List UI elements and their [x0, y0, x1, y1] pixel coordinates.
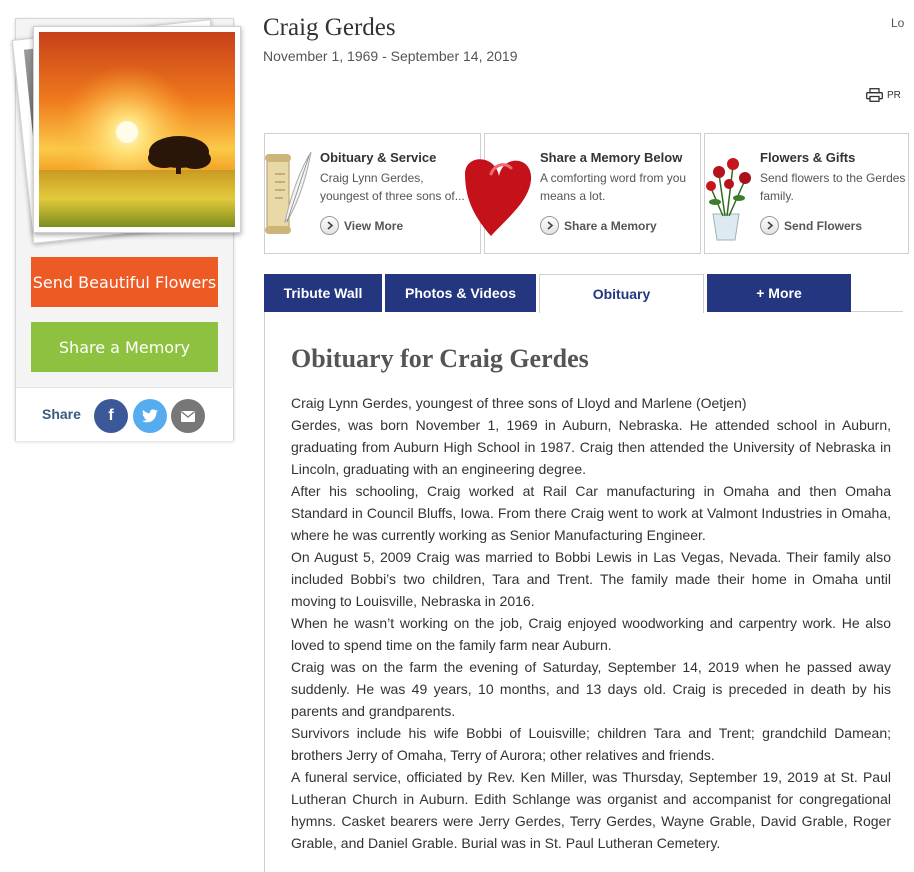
roses-icon [705, 144, 755, 244]
card-description: Send flowers to the Gerdes family. [760, 171, 906, 203]
tab-obituary[interactable]: Obituary [539, 274, 704, 313]
obituary-paragraph: Craig was on the farm the evening of Saturday, September 14, 2019 when he passed away suddenly. He was 49 years, 10 months, and 13 days old. Craig is preceded in death by his parents and grandparents. [291, 659, 891, 719]
print-button[interactable] [866, 88, 901, 102]
memorial-photo[interactable] [33, 26, 241, 233]
send-flowers-link-label: Send Flowers [784, 218, 863, 233]
card-title: Flowers & Gifts [760, 150, 856, 165]
obituary-title: Obituary for Craig Gerdes [291, 344, 589, 373]
flowers-gifts-card[interactable] [704, 133, 909, 254]
photo-stack [16, 19, 256, 259]
obituary-paragraph: Craig Lynn Gerdes, youngest of three sons of Lloyd and Marlene (Oetjen) [291, 395, 747, 411]
print-label: PR [887, 89, 901, 101]
share-bar [16, 387, 233, 441]
share-label: Share [42, 406, 81, 422]
sunset-tree-image [39, 32, 235, 227]
card-title: Share a Memory Below [540, 150, 683, 165]
obituary-paragraph: Survivors include his wife Bobbi of Louisville; children Tara and Trent; grandchild Damean; brothers Jerry of Omaha, Terry of Aurora; other relatives and friends. [291, 725, 891, 763]
scroll-quill-icon [265, 144, 315, 244]
card-description: Craig Lynn Gerdes, youngest of three sons of... [320, 171, 465, 203]
chevron-right-icon [320, 216, 339, 235]
tab-tribute-wall[interactable]: Tribute Wall [264, 274, 382, 312]
tab-more[interactable]: + More [707, 274, 851, 312]
obituary-paragraph: Gerdes, was born November 1, 1969 in Auburn, Nebraska. He attended school in Auburn, graduating from Auburn High School in 1987. Craig then attended the University of Nebraska in Lincoln, graduating with an engineering degree. [291, 417, 891, 477]
send-flowers-link[interactable] [760, 216, 862, 235]
view-more-link[interactable] [320, 216, 403, 235]
send-flowers-button[interactable]: Send Beautiful Flowers [31, 257, 218, 307]
login-link[interactable]: Lo [891, 16, 905, 30]
envelope-icon [181, 411, 195, 422]
card-description: A comforting word from you means a lot. [540, 171, 687, 203]
view-more-label: View More [344, 218, 404, 233]
email-share-button[interactable] [171, 399, 205, 433]
share-memory-link[interactable] [540, 216, 657, 235]
facebook-share-button[interactable] [94, 399, 128, 433]
printer-icon [866, 88, 883, 102]
memorial-sidebar [15, 18, 234, 441]
deceased-name: Craig Gerdes [263, 14, 396, 41]
share-memory-link-label: Share a Memory [564, 218, 657, 233]
obituary-paragraph: After his schooling, Craig worked at Rail Car manufacturing in Omaha and then Omaha Standard in Council Bluffs, Iowa. From there Craig went to work at Valmont Industries in Omaha, where he was currently working as Senior Manufacturing Engineer. [291, 483, 891, 543]
tab-photos-videos[interactable]: Photos & Videos [385, 274, 536, 312]
facebook-icon: f [108, 407, 114, 424]
card-title: Obituary & Service [320, 150, 437, 165]
life-dates: November 1, 1969 - September 14, 2019 [263, 48, 518, 64]
obituary-paragraph: When he wasn’t working on the job, Craig enjoyed woodworking and carpentry work. He also loved to spend time on the family farm near Auburn. [291, 615, 891, 653]
obituary-service-card[interactable] [264, 133, 481, 254]
obituary-paragraph: A funeral service, officiated by Rev. Ken Miller, was Thursday, September 19, 2019 at St. Paul Lutheran Church in Auburn. Edith Schlange was organist and accompanist for congregational hymns. Casket bearers were Jerry Gerdes, Terry Gerdes, Wayne Grable, David Grable, Roger Grable, and Daniel Grable. Burial was in St. Paul Lutheran Cemetery. [291, 769, 891, 851]
obituary-panel [264, 312, 914, 872]
chevron-right-icon [760, 216, 779, 235]
obituary-paragraph: On August 5, 2009 Craig was married to Bobbi Lewis in Las Vegas, Nevada. Their family also included Bobbi’s two children, Tara and Trent. The family made their home in Omaha until moving to Louisville, Nebraska in 2016. [291, 549, 891, 609]
share-memory-button[interactable]: Share a Memory [31, 322, 218, 372]
obituary-body [291, 392, 891, 854]
share-memory-card[interactable] [484, 133, 701, 254]
heart-icon [485, 144, 535, 244]
chevron-right-icon [540, 216, 559, 235]
twitter-icon [142, 409, 158, 423]
twitter-share-button[interactable] [133, 399, 167, 433]
